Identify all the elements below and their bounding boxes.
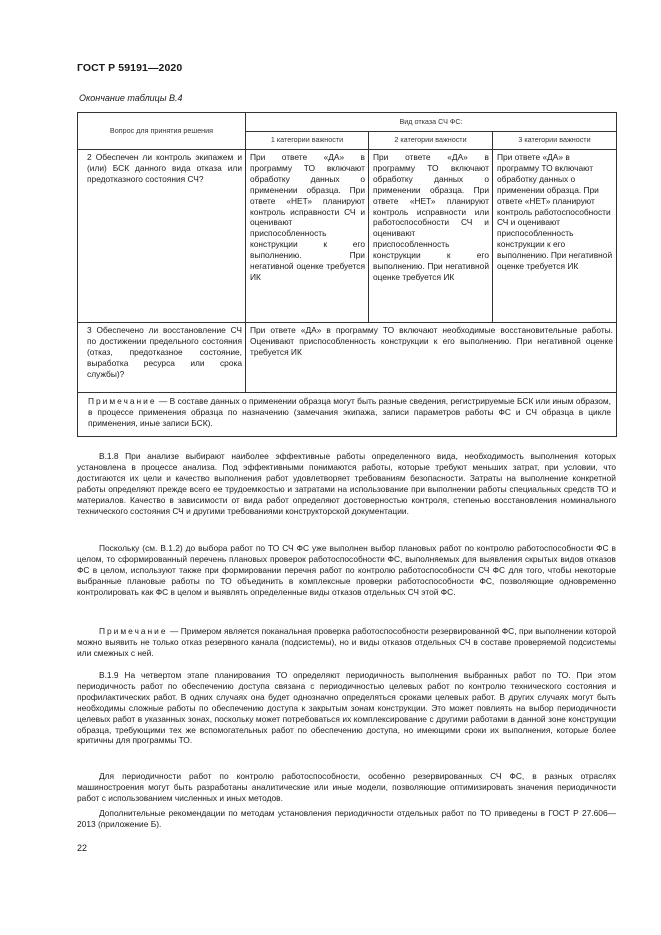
page-number: 22 xyxy=(77,843,88,853)
document-code: ГОСТ Р 59191—2020 xyxy=(77,62,183,74)
table-note-label: Примечание xyxy=(88,396,157,406)
paragraph-b18: В.1.8 При анализе выбирают наиболее эффективные работы определенного вида, необходимость выполнения которых установлена в процессе анализа. Под эффективными понимаются работы, которые требуют меньших затрат, при условии, что достигаются их цели и качество выполнения работ удовлетворяет требованиям безопасности. Затраты на выполнение конкретной работы определяют прежде всего ее трудоемкостью и затратами на использование при выполнении работы специальных средств ТО и материалов. Качество в зависимости от вида работ определяют достоверностью контроля, степенью восстановления номинального технического состояния СЧ и другими требованиями конструкторской документации. xyxy=(77,451,616,516)
paragraph-note xyxy=(77,626,616,659)
row-2-question: 2 Обеспечен ли контроль экипажем и (или) БСК данного вида отказа или предотказного состояния СЧ? xyxy=(78,150,246,323)
table-caption: Окончание таблицы В.4 xyxy=(79,93,183,103)
note-label: Примечание xyxy=(99,626,168,636)
paragraph-b19: В.1.9 На четвертом этапе планирования ТО определяют периодичность выполнения выбранных работ по ТО. При этом периодичность работ по обеспечению доступа связана с периодичностью целевых работ по контролю технического состояния и профилактических работ. В одних случаях она будет однозначно определяться сроками целевых работ. В других случаях могут быть необходимы сложные работы по обеспечению доступа к закрытым зонам конструкции. Это может повлиять на выбор периодичности целевых работ в указанных зонах, поскольку может потребоваться их комплексирование с другими работами в данной зоне конструкции образца, требующими тех же вспомогательных работ по обеспечению доступа, но имеющими сроки их выполнения, которые более критичны для программы ТО. xyxy=(77,670,616,746)
header-question: Вопрос для принятия решения xyxy=(78,113,246,150)
row-3-question: 3 Обеспечено ли восстановление СЧ по достижении предельного состояния (отказ, предотказное состояние, выработка ресурса или срока службы)? xyxy=(78,323,246,393)
paragraph-periodicity: Для периодичности работ по контролю работоспособности, особенно резервированных СЧ ФС, в разных отраслях машиностроения могут быть разработаны аналитические или иные модели, позволяющие оптимизировать значения периодичности работ с использованием численных и иных методов. xyxy=(77,771,616,803)
header-category-2: 2 категории важности xyxy=(369,132,493,150)
table-b4 xyxy=(77,112,617,437)
header-failure-type: Вид отказа СЧ ФС: xyxy=(246,113,617,132)
note-text: — Примером является поканальная проверка работоспособности резервированной ФС, при выполнении которой можно выявить не только отказ резервного канала (подсистемы), но и виды отказов отдельных СЧ в составе проверяемой подсистемы или смежных с ней. xyxy=(77,626,616,658)
paragraph-recommendations: Дополнительные рекомендации по методам установления периодичности отдельных работ по ТО приведены в ГОСТ Р 27.606—2013 (приложение Б). xyxy=(77,808,616,829)
row-2-category-3: При ответе «ДА» в программу ТО включают обработку данных о применении образца. При ответе «НЕТ» планируют контроль работоспособности СЧ и оценивают приспособленность конструкции к его выполнению. При негативной оценке требуется ИК xyxy=(493,150,617,323)
row-3-answer: При ответе «ДА» в программу ТО включают необходимые восстановительные работы. Оценивают приспособленность конструкции к его выполнению. При негативной оценке требуется ИК xyxy=(246,323,617,393)
table-note-text: — В составе данных о применении образца могут быть разные сведения, регистрируемые БСК или иным образом, в процессе применения образца по назначению (замечания экипажа, записи параметров работы ФС и СЧ образца в цикле применения, иные записи БСК). xyxy=(88,396,611,428)
row-2-category-2: При ответе «ДА» в программу ТО включают обработку данных о применении образца. При ответе «НЕТ» планируют контроль исправности или работоспособности СЧ и оценивают приспособленность конструкции к его выполнению. При негативной оценке требуется ИК xyxy=(369,150,493,323)
header-category-3: 3 категории важности xyxy=(493,132,617,150)
header-category-1: 1 категории важности xyxy=(246,132,369,150)
row-2-category-1: При ответе «ДА» в программу ТО включают обработку данных о применении образца. При ответе «НЕТ» планируют контроль исправности СЧ и оценивают приспособленность конструкции к его выполнению. При негативной оценке требуется ИК xyxy=(246,150,369,323)
table-note xyxy=(78,393,617,437)
paragraph-b18-cont: Поскольку (см. В.1.2) до выбора работ по ТО СЧ ФС уже выполнен выбор плановых работ по контролю работоспособности ФС в целом, то сформированный перечень плановых проверок работоспособности ФС, выполняемых для выявления скрытых видов отказов ФС в целом, используют также при формировании перечня работ по контролю работоспособности СЧ ФС для того, чтобы некоторые выбранные плановые работы по ТО объединить в комплексные проверки работоспособности ФС, позволяющие одновременно контролировать как ФС в целом и выявлять определенные виды отказов отдельных СЧ этой ФС. xyxy=(77,543,616,597)
